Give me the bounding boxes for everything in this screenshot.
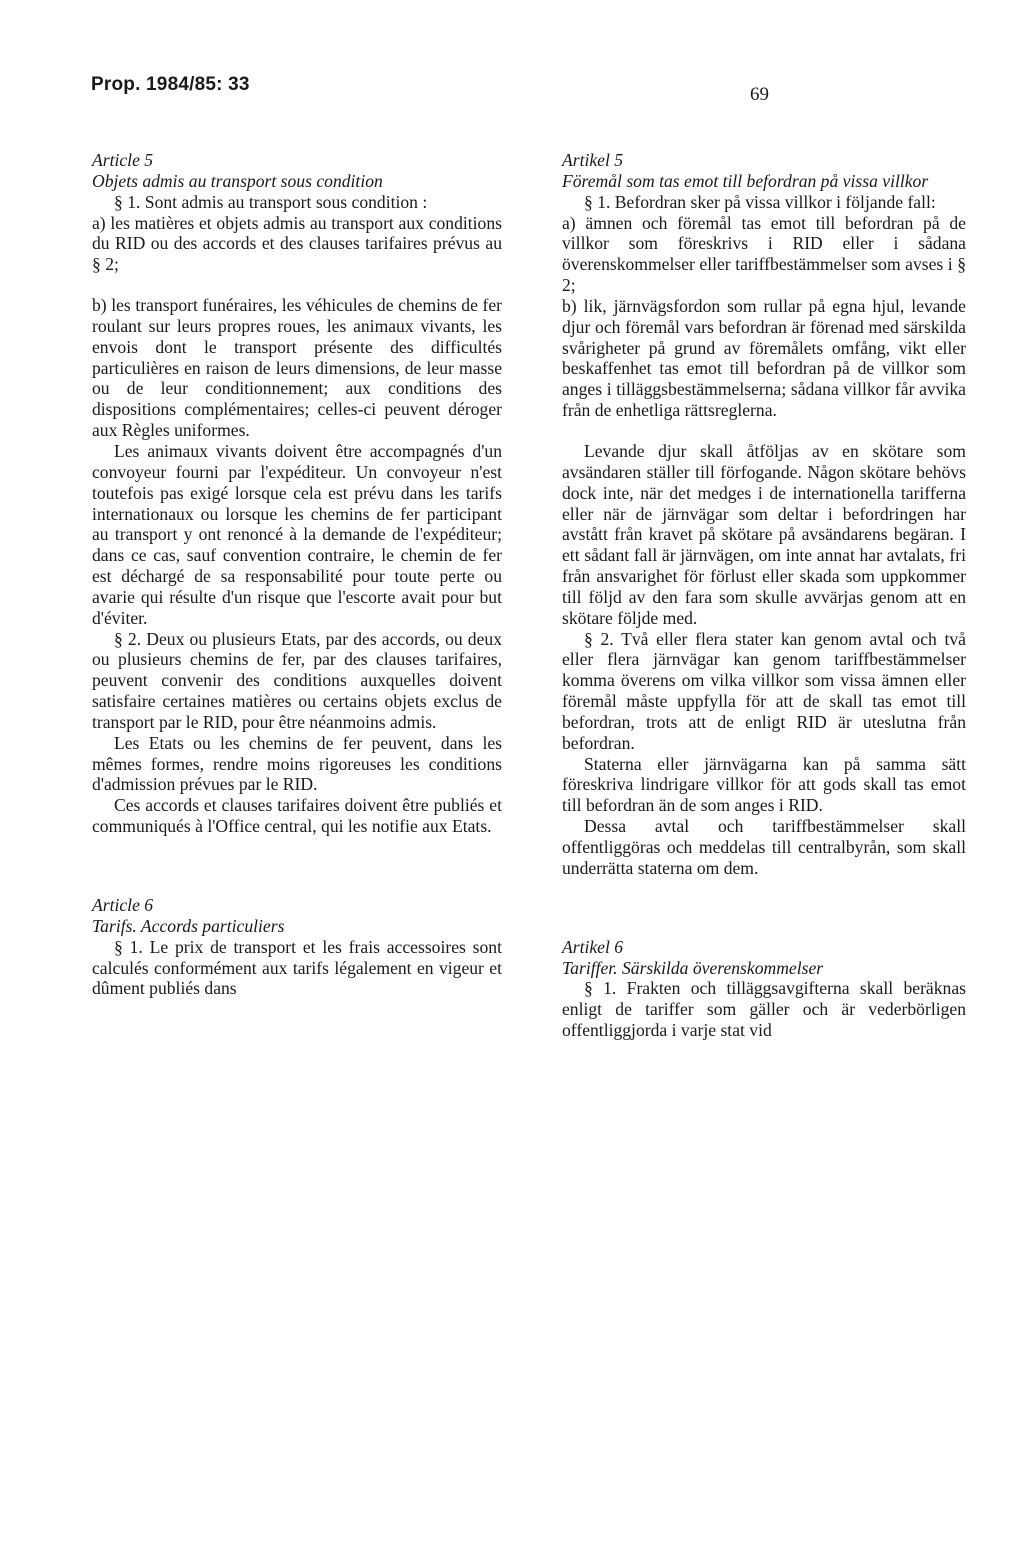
article-6-paragraph-1: § 1. Le prix de transport et les frais accessoires sont calculés conformément aux tarifs légalement en vigeur et dûment publiés dans	[92, 936, 502, 999]
artikel-5-heading: Artikel 5	[562, 150, 624, 170]
article-5-paragraph-1: § 1. Sont admis au transport sous condition :	[114, 191, 428, 212]
swedish-column	[562, 150, 966, 1041]
artikel-5-paragraph-3: § 2. Två eller flera stater kan genom avtal och två eller flera järnvägar kan genom tariffbestämmelser komma överens om vilka villkor som vissa ämnen eller föremål måste uppfylla för att de skall tas emot till befordran, trots att de enligt RID är uteslutna från befordran.	[562, 628, 966, 753]
artikel-5-paragraph-1: § 1. Befordran sker på vissa villkor i följande fall:	[584, 191, 936, 212]
artikel-5-paragraph-4: Staterna eller järnvägarna kan på samma sätt föreskriva lindrigare villkor för att gods skall tas emot till befordran än de som anges i RID.	[562, 753, 966, 816]
artikel-6-paragraph-1: § 1. Frakten och tilläggsavgifterna skall beräknas enligt de tariffer som gäller och är vederbörligen offentliggjorda i varje stat vid	[562, 978, 966, 1041]
article-5-subheading: Objets admis au transport sous condition	[92, 170, 383, 191]
artikel-5-paragraph-5: Dessa avtal och tariffbestämmelser skall offentliggöras och meddelas till centralbyrån, som skall underrätta staterna om dem.	[562, 816, 966, 878]
article-5-item-b: b) les transport funéraires, les véhicules de chemins de fer roulant sur leurs propres roues, les animaux vivants, les envois dont le transport présente des difficultés particulières en raison de leurs dimensions, de leur masse ou de leur conditionnement; aux conditions des dispositions complémentaires; celles-ci peuvent déroger aux Règles uniformes.	[92, 295, 502, 441]
article-5-item-a: a) les matières et objets admis au transport aux conditions du RID ou des accords et des clauses tarifaires prévus au § 2;	[92, 212, 502, 275]
article-5-paragraph-5: Ces accords et clauses tarifaires doivent être publiés et communiqués à l'Office central, qui les notifie aux Etats.	[92, 795, 502, 837]
artikel-5-item-a: a) ämnen och föremål tas emot till befordran på de villkor som föreskrivs i RID eller i sådana överenskommelser eller tariffbestämmelser som avses i § 2;	[562, 212, 966, 296]
artikel-6-subheading: Tariffer. Särskilda överenskommelser	[562, 957, 824, 978]
artikel-5-subheading: Föremål som tas emot till befordran på vissa villkor	[562, 170, 929, 191]
artikel-6-heading: Artikel 6	[562, 936, 624, 957]
header-document-reference: Prop. 1984/85: 33	[91, 74, 250, 95]
article-6-subheading: Tarifs. Accords particuliers	[92, 915, 285, 936]
artikel-5-item-b: b) lik, järnvägsfordon som rullar på egna hjul, levande djur och föremål vars befordran är förenad med särskilda svårigheter på grund av föremålets omfång, vikt eller beskaffenhet tas emot till befordran på de villkor som anges i tilläggsbestämmelserna; sådana villkor får avvika från de enhetliga rättsreglerna.	[562, 295, 966, 421]
article-5-paragraph-4: Les Etats ou les chemins de fer peuvent, dans les mêmes formes, rendre moins rigoreuses les conditions d'admission prévues par le RID.	[92, 732, 502, 795]
artikel-5-paragraph-2: Levande djur skall åtföljas av en skötare som avsändaren ställer till förfogande. Någon skötare behövs dock inte, när det medges i de internationella tarifferna eller när de järnvägar som deltar i befordringen har avstått från kravet på skötare på avsändarens begäran. I ett sådant fall är järnvägen, om inte annat har avtalats, fri från ansvarighet för förlust eller skada som uppkommer till följd av den fara som skulle avvärjas genom att en skötare följde med.	[562, 440, 966, 628]
article-5-paragraph-3: § 2. Deux ou plusieurs Etats, par des accords, ou deux ou plusieurs chemins de fer, par des clauses tarifaires, peuvent convenir des conditions auxquelles doivent satisfaire certaines matières ou certains objets exclus de transport par le RID, pour être néanmoins admis.	[92, 628, 502, 732]
article-5-paragraph-2: Les animaux vivants doivent être accompagnés d'un convoyeur fourni par l'expéditeur. Un convoyeur n'est toutefois pas exigé lorsque cela est prévu dans les tarifs internationaux ou lorsque les chemins de fer participant au transport y ont renoncé à la demande de l'expéditeur; dans ce cas, sauf convention contraire, le chemin de fer est déchargé de sa responsabilité pour toute perte ou avarie qui résulte d'un risque que l'escorte avait pour but d'éviter.	[92, 440, 502, 628]
page-number: 69	[750, 84, 769, 105]
french-column	[92, 150, 502, 999]
article-5-heading: Article 5	[92, 150, 154, 170]
article-6-heading: Article 6	[92, 895, 154, 915]
